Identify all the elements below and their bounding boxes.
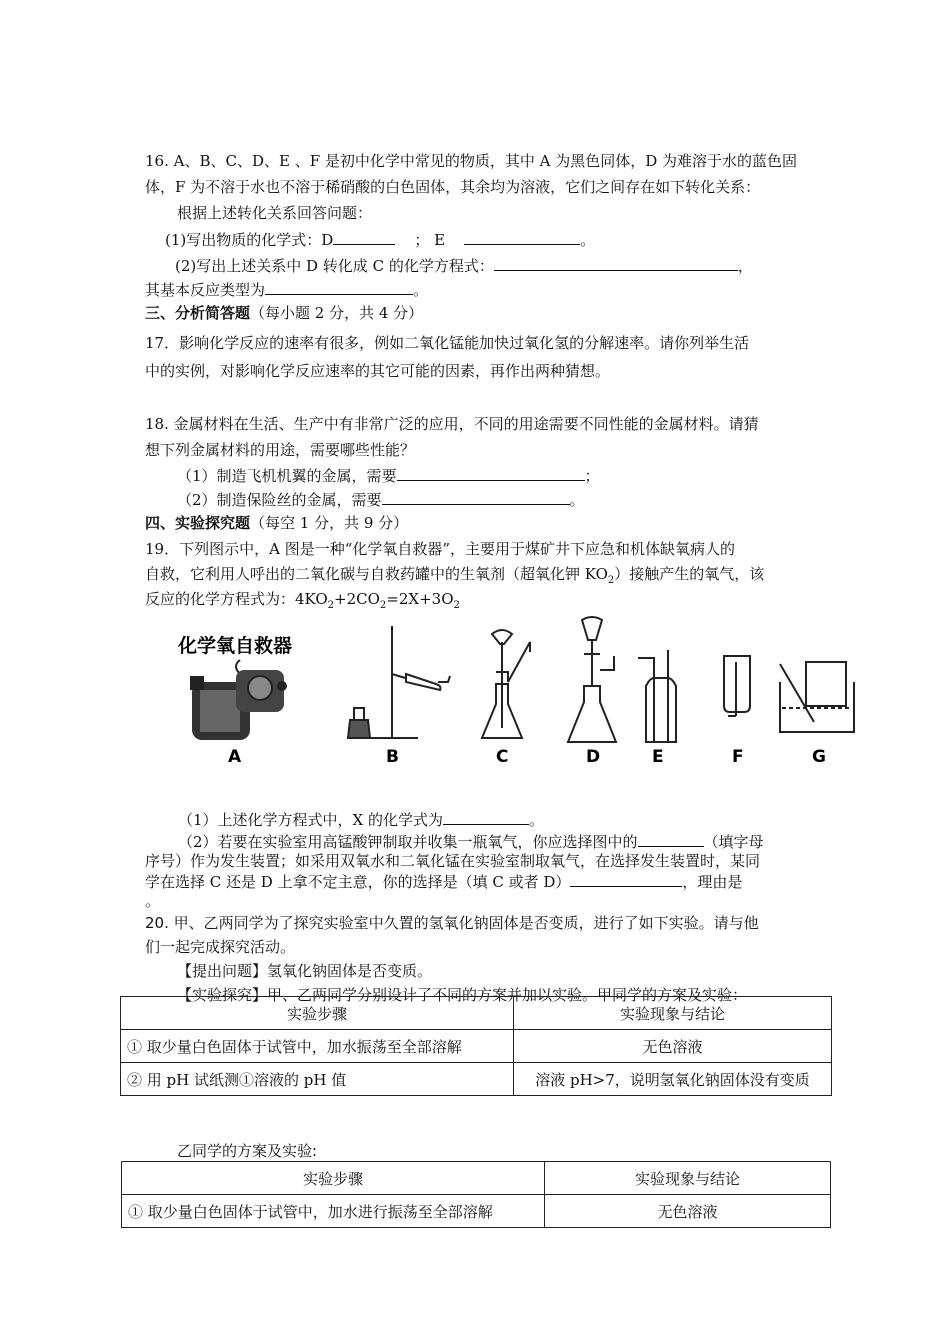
- q17-line1: 17．影响化学反应的速率有很多，例如二氧化锰能加快过氧化氢的分解速率。请你列举生活: [145, 334, 750, 352]
- section-4-title: 四、实验探究题: [145, 514, 251, 532]
- label-b: B: [386, 747, 399, 767]
- q16-part1-text: (1)写出物质的化学式：D: [165, 231, 334, 249]
- answer-blank-wing-metal[interactable]: [397, 464, 585, 481]
- q19-part2-line2: 序号）作为发生装置；如采用双氧水和二氧化锰在实验室制取氧气，在选择发生装置时，某同: [145, 852, 761, 870]
- table-cell: 无色溶液: [514, 1030, 832, 1063]
- answer-blank-equation[interactable]: [494, 254, 738, 271]
- q16-line1: 16. A、B、C、D、E 、F 是初中化学中常见的物质，其中 A 为黑色同体，D 为难溶于水的蓝色固: [145, 152, 798, 170]
- q19-line2-text: 自救，它利用人呼出的二氧化碳与自救药罐中的生氧剂（超氧化钾 KO: [145, 565, 608, 583]
- self-rescuer-device-icon: [190, 660, 287, 740]
- answer-blank-fuse-metal[interactable]: [382, 488, 570, 505]
- q19-part1: [178, 808, 544, 831]
- section-3-note: （每小题 2 分，共 4 分）: [250, 304, 424, 322]
- q18-part1-end: ；: [584, 467, 600, 485]
- q18-part2: [177, 488, 585, 511]
- section-4-heading: [145, 512, 408, 534]
- label-f: F: [732, 747, 744, 767]
- eq-part-c: =2X+3O: [386, 590, 454, 608]
- table-header-cell: 实验现象与结论: [545, 1162, 831, 1195]
- label-g: G: [812, 747, 826, 767]
- answer-blank-c-or-d[interactable]: [570, 870, 682, 887]
- apparatus-c-icon: [482, 630, 530, 738]
- q16-part3-text: 其基本反应类型为: [145, 281, 266, 299]
- section-3-title: 三、分析简答题: [145, 304, 251, 322]
- q19-line2-sub: 2: [607, 575, 615, 586]
- q18-part1-text: （1）制造飞机机翼的金属，需要: [177, 467, 397, 485]
- q19-part2-line3-text: 学在选择 C 还是 D 上拿不定主意，你的选择是（填 C 或者 D）: [145, 873, 571, 891]
- q19-part2-line3: [145, 870, 742, 893]
- q18-part1: [177, 464, 600, 487]
- q19-part2-text-b: （填字母: [703, 833, 764, 851]
- q16-part2-end: ，: [737, 257, 753, 275]
- apparatus-e-icon: [638, 650, 676, 742]
- q19-part2-text: （2）若要在实验室用高锰酸钾制取并收集一瓶氧气，你应选择图中的: [178, 833, 638, 851]
- answer-blank-reaction-type[interactable]: [265, 278, 413, 295]
- yi-intro: 乙同学的方案及实验:: [177, 1142, 318, 1160]
- q18-part2-text: （2）制造保险丝的金属，需要: [177, 491, 382, 509]
- answer-blank-e[interactable]: [464, 228, 580, 245]
- answer-blank-d[interactable]: [333, 228, 395, 245]
- q19-part2-line3-text-b: ，理由是: [682, 873, 743, 891]
- q18-line2: 想下列金属材料的用途，需要哪些性能？: [145, 441, 416, 459]
- table-jia: [120, 996, 832, 1096]
- q18-part2-end: 。: [569, 491, 585, 509]
- table-header-row: [121, 997, 832, 1030]
- figure-title: 化学氧自救器: [178, 635, 293, 657]
- q16-part3-end: 。: [413, 281, 429, 299]
- table-header-cell: 实验步骤: [122, 1162, 545, 1195]
- table-cell: 无色溶液: [545, 1195, 831, 1228]
- table-row: [122, 1195, 831, 1228]
- table-yi: [121, 1161, 831, 1228]
- q16-part2-text: (2)写出上述关系中 D 转化成 C 的化学方程式：: [175, 257, 494, 275]
- q19-line1: 19．下列图示中，A 图是一种“化学氧自救器”，主要用于煤矿井下应急和机体缺氧病人的: [145, 540, 736, 558]
- apparatus-g-icon: [780, 662, 854, 732]
- table-cell: ① 取少量白色固体于试管中，加水进行振荡至全部溶解: [122, 1195, 545, 1228]
- apparatus-b-icon: [348, 626, 450, 738]
- eq-part-b: +2CO: [334, 590, 380, 608]
- q16-line2: 体，F 为不溶于水也不溶于稀硝酸的白色固体，其余均为溶液，它们之间存在如下转化关系：: [145, 178, 761, 196]
- section-4-note: （每空 1 分，共 9 分）: [250, 514, 409, 532]
- q16-part2: [175, 254, 753, 277]
- eq-sub-a: 2: [327, 600, 335, 611]
- q20-line1: 20. 甲、乙两同学为了探究实验室中久置的氢氧化钠固体是否变质，进行了如下实验。请与他: [145, 914, 759, 932]
- section-3-heading: [145, 302, 423, 324]
- table-header-cell: 实验现象与结论: [514, 997, 832, 1030]
- q16-part1-text-e: ； E: [414, 231, 446, 249]
- eq-part-a: 反应的化学方程式为：4KO: [145, 590, 328, 608]
- table-row: [121, 1063, 832, 1096]
- table-cell: ① 取少量白色固体于试管中，加水振荡至全部溶解: [121, 1030, 514, 1063]
- q16-line3: 根据上述转化关系回答问题：: [177, 204, 373, 222]
- q18-line1: 18. 金属材料在生活、生产中有非常广泛的应用，不同的用途需要不同性能的金属材料。请猜: [145, 415, 759, 433]
- answer-blank-x-formula[interactable]: [443, 808, 529, 825]
- table-header-cell: 实验步骤: [121, 997, 514, 1030]
- eq-sub-b: 2: [379, 600, 387, 611]
- q20-explore: 【实验探究】甲、乙两同学分别设计了不同的方案并加以实验。甲同学的方案及实验：: [177, 986, 748, 1004]
- apparatus-figure: [170, 612, 870, 772]
- label-c: C: [496, 747, 509, 767]
- q17-line2: 中的实例，对影响化学反应速率的其它可能的因素，再作出两种猜想。: [145, 362, 611, 380]
- label-e: E: [652, 747, 664, 767]
- answer-blank-generator[interactable]: [638, 830, 704, 847]
- q16-part1-end: 。: [580, 231, 596, 249]
- q19-part2-line4: 。: [145, 892, 161, 910]
- label-d: D: [586, 747, 601, 767]
- eq-sub-c: 2: [453, 600, 460, 611]
- apparatus-f-icon: [724, 656, 750, 716]
- apparatus-d-icon: [568, 617, 616, 742]
- label-a: A: [228, 747, 242, 767]
- table-row: [121, 1030, 832, 1063]
- table-cell: 溶液 pH>7，说明氢氧化钠固体没有变质: [514, 1063, 832, 1096]
- q19-part1-end: 。: [529, 811, 545, 829]
- q16-part3: [145, 278, 428, 301]
- q19-line2-text-b: ）接触产生的氧气，该: [614, 565, 765, 583]
- q16-part1: [165, 228, 595, 251]
- q20-line2: 们一起完成探究活动。: [145, 938, 296, 956]
- q19-part1-text: （1）上述化学方程式中，X 的化学式为: [178, 811, 443, 829]
- q20-question: 【提出问题】氢氧化钠固体是否变质。: [177, 962, 433, 980]
- table-cell: ② 用 pH 试纸测①溶液的 pH 值: [121, 1063, 514, 1096]
- table-header-row: [122, 1162, 831, 1195]
